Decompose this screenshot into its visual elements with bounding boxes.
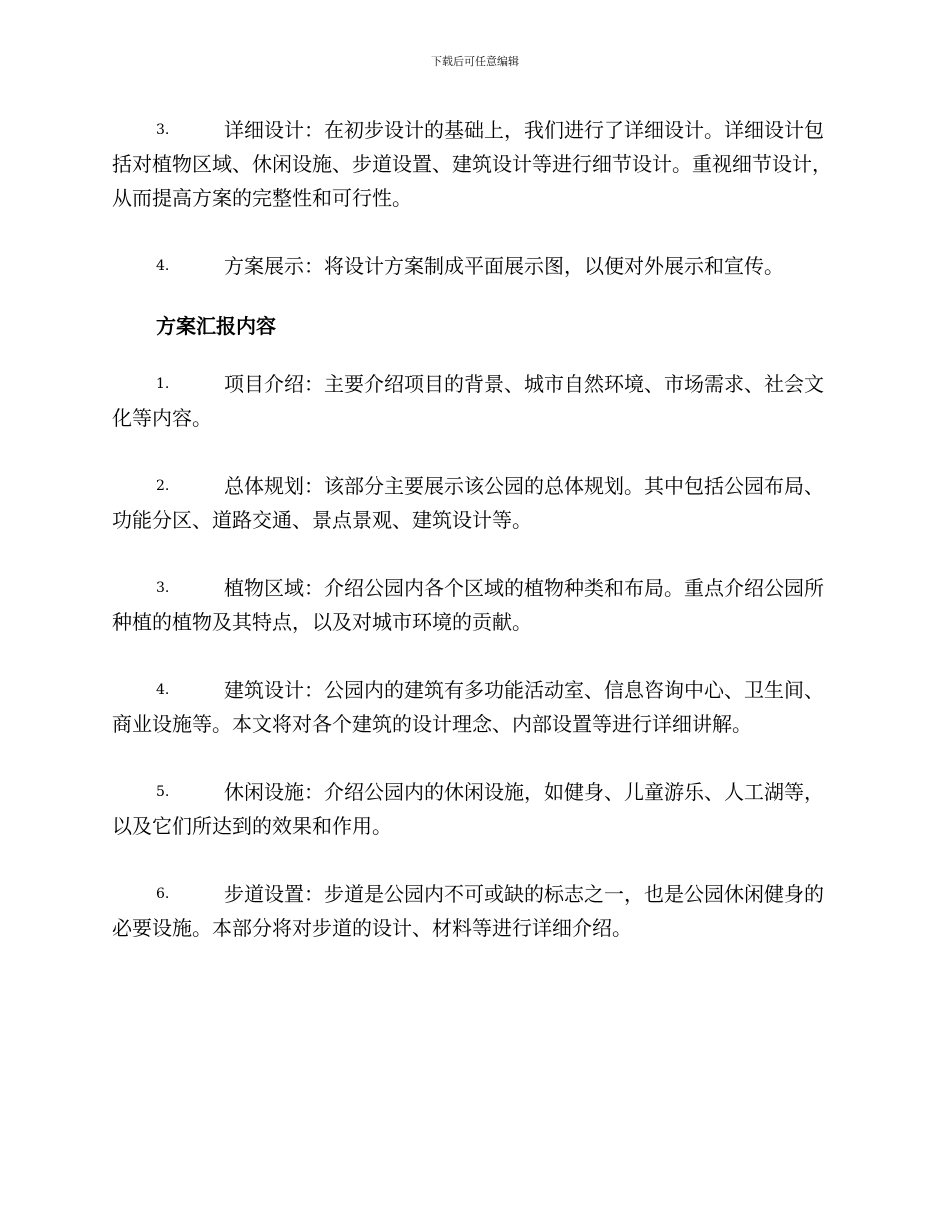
list-item-text: 植物区域：介绍公园内各个区域的植物种类和布局。重点介绍公园所种植的植物及其特点，以及对城市环境的贡献。 [112, 576, 824, 634]
list-item-text: 建筑设计：公园内的建筑有多功能活动室、信息咨询中心、卫生间、商业设施等。本文将对各个建筑的设计理念、内部设置等进行详细讲解。 [112, 678, 824, 736]
list-item [112, 469, 836, 537]
list-item-number: 4. [156, 682, 170, 698]
list-item-number: 4. [156, 258, 170, 274]
list-item [112, 775, 836, 843]
list-item-text: 总体规划：该部分主要展示该公园的总体规划。其中包括公园布局、功能分区、道路交通、景点景观、建筑设计等。 [112, 474, 824, 532]
list-item-text: 步道设置：步道是公园内不可或缺的标志之一，也是公园休闲健身的必要设施。本部分将对步道的设计、材料等进行详细介绍。 [112, 882, 824, 940]
list-item [112, 673, 836, 741]
list-item-text: 休闲设施：介绍公园内的休闲设施，如健身、儿童游乐、人工湖等，以及它们所达到的效果和作用。 [112, 780, 824, 838]
list-item [112, 249, 836, 283]
list-item [112, 113, 836, 215]
page-header: 下载后可任意编辑 [431, 55, 519, 68]
list-item-number: 3. [156, 580, 170, 596]
list-item-text: 详细设计：在初步设计的基础上，我们进行了详细设计。详细设计包括对植物区域、休闲设施、步道设置、建筑设计等进行细节设计。重视细节设计，从而提高方案的完整性和可行性。 [112, 118, 832, 210]
list-item [112, 571, 836, 639]
list-item-number: 3. [156, 122, 170, 138]
list-item [112, 877, 836, 945]
list-item-number: 6. [156, 886, 170, 902]
list-item-number: 5. [156, 784, 170, 800]
list-item-text: 方案展示：将设计方案制成平面展示图，以便对外展示和宣传。 [224, 254, 784, 278]
document-body [112, 113, 836, 979]
list-item-number: 2. [156, 478, 170, 494]
section-heading: 方案汇报内容 [156, 314, 276, 338]
list-item-text: 项目介绍：主要介绍项目的背景、城市自然环境、市场需求、社会文化等内容。 [112, 372, 824, 430]
list-item-number: 1. [156, 376, 170, 392]
list-item [112, 367, 836, 435]
